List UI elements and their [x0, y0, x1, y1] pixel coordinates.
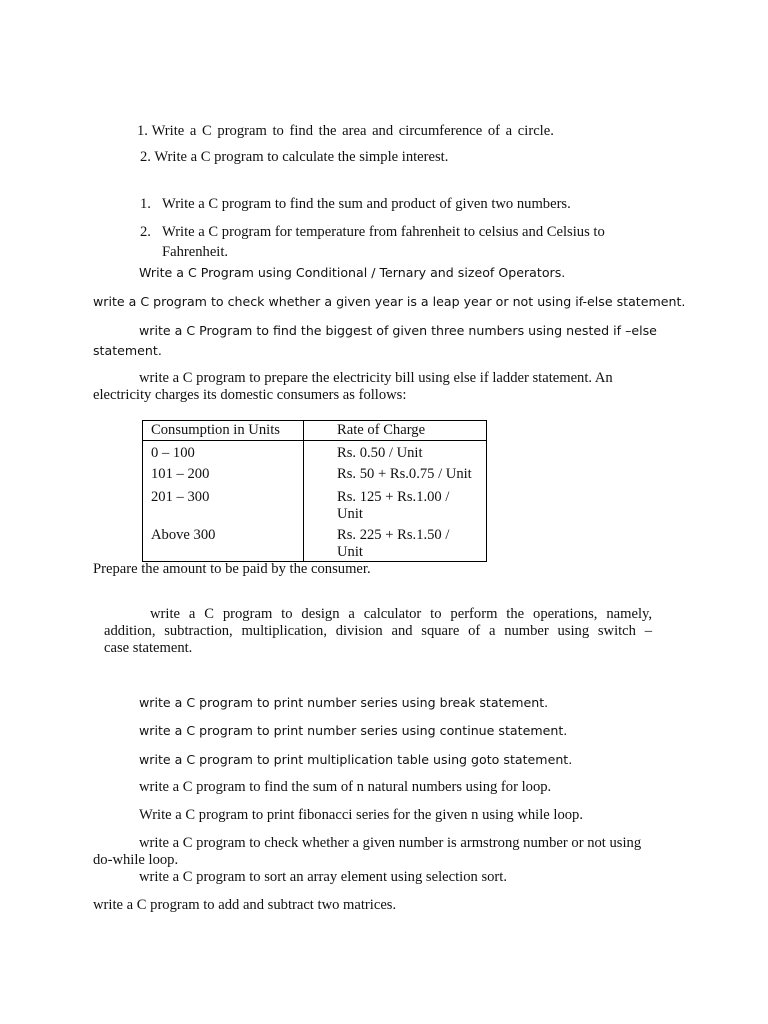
paragraph-line: statement.: [93, 343, 162, 358]
list-text: Write a C program to find the sum and product of given two numbers.: [162, 196, 571, 212]
table-row: [143, 485, 487, 523]
paragraph: Prepare the amount to be paid by the consumer.: [93, 561, 371, 577]
paragraph: Write a C Program using Conditional / Ternary and sizeof Operators.: [139, 265, 566, 280]
rate-cell: [304, 485, 487, 523]
column-header: Consumption in Units: [143, 421, 304, 441]
list-item: [137, 123, 554, 140]
units-cell: 201 – 300: [143, 485, 304, 523]
list-item: [140, 224, 151, 241]
list-text-continuation: Fahrenheit.: [162, 244, 229, 260]
list-number: 2.: [140, 149, 151, 165]
paragraph: Write a C program to print fibonacci series for the given n using while loop.: [139, 807, 584, 823]
table-row: [143, 441, 487, 464]
list-text: Write a C program to find the area and circumference of a circle.: [151, 123, 554, 139]
list-number: 1.: [140, 196, 151, 212]
list-number: 2.: [140, 224, 151, 240]
table-row: [143, 523, 487, 562]
paragraph-line: write a C program to check whether a given number is armstrong number or not using: [139, 835, 642, 851]
units-cell: Above 300: [143, 523, 304, 562]
rate-cell: Rs. 0.50 / Unit: [304, 441, 487, 464]
paragraph: write a C program to print number series using break statement.: [139, 695, 549, 710]
list-text: Write a C program for temperature from fahrenheit to celsius and Celsius to: [162, 224, 605, 240]
paragraph: write a C program to check whether a given year is a leap year or not using if-else statement.: [93, 294, 686, 309]
column-header: Rate of Charge: [304, 421, 487, 441]
paragraph: write a C program to sort an array element using selection sort.: [139, 869, 507, 885]
paragraph-line: write a C program to design a calculator to perform the operations, namely,: [150, 606, 652, 622]
table-row: [143, 463, 487, 485]
paragraph-line: electricity charges its domestic consumers as follows:: [93, 387, 407, 403]
rate-line: Unit: [337, 506, 363, 522]
rate-cell: [304, 523, 487, 562]
rate-line: Rs. 225 + Rs.1.50 /: [337, 527, 450, 543]
paragraph: write a C program to add and subtract two matrices.: [93, 897, 397, 913]
rate-table: [142, 420, 487, 562]
rate-cell: Rs. 50 + Rs.0.75 / Unit: [304, 463, 487, 485]
list-number: 1.: [137, 123, 148, 139]
units-cell: 101 – 200: [143, 463, 304, 485]
units-cell: 0 – 100: [143, 441, 304, 464]
rate-line: Rs. 125 + Rs.1.00 /: [337, 489, 450, 505]
paragraph-line: write a C Program to find the biggest of given three numbers using nested if –else: [139, 323, 657, 338]
rate-line: Unit: [337, 544, 363, 560]
table-header-row: [143, 421, 487, 441]
list-item: [140, 196, 151, 213]
list-item: [140, 149, 448, 166]
paragraph: write a C program to print multiplication table using goto statement.: [139, 752, 573, 767]
paragraph: write a C program to print number series using continue statement.: [139, 723, 568, 738]
paragraph: write a C program to find the sum of n natural numbers using for loop.: [139, 779, 552, 795]
paragraph-line: addition, subtraction, multiplication, division and square of a number using switch –: [104, 623, 652, 639]
paragraph-line: write a C program to prepare the electricity bill using else if ladder statement. An: [139, 370, 613, 386]
paragraph-line: do-while loop.: [93, 852, 179, 868]
list-text: Write a C program to calculate the simple interest.: [154, 149, 449, 165]
paragraph-line: case statement.: [104, 640, 193, 656]
